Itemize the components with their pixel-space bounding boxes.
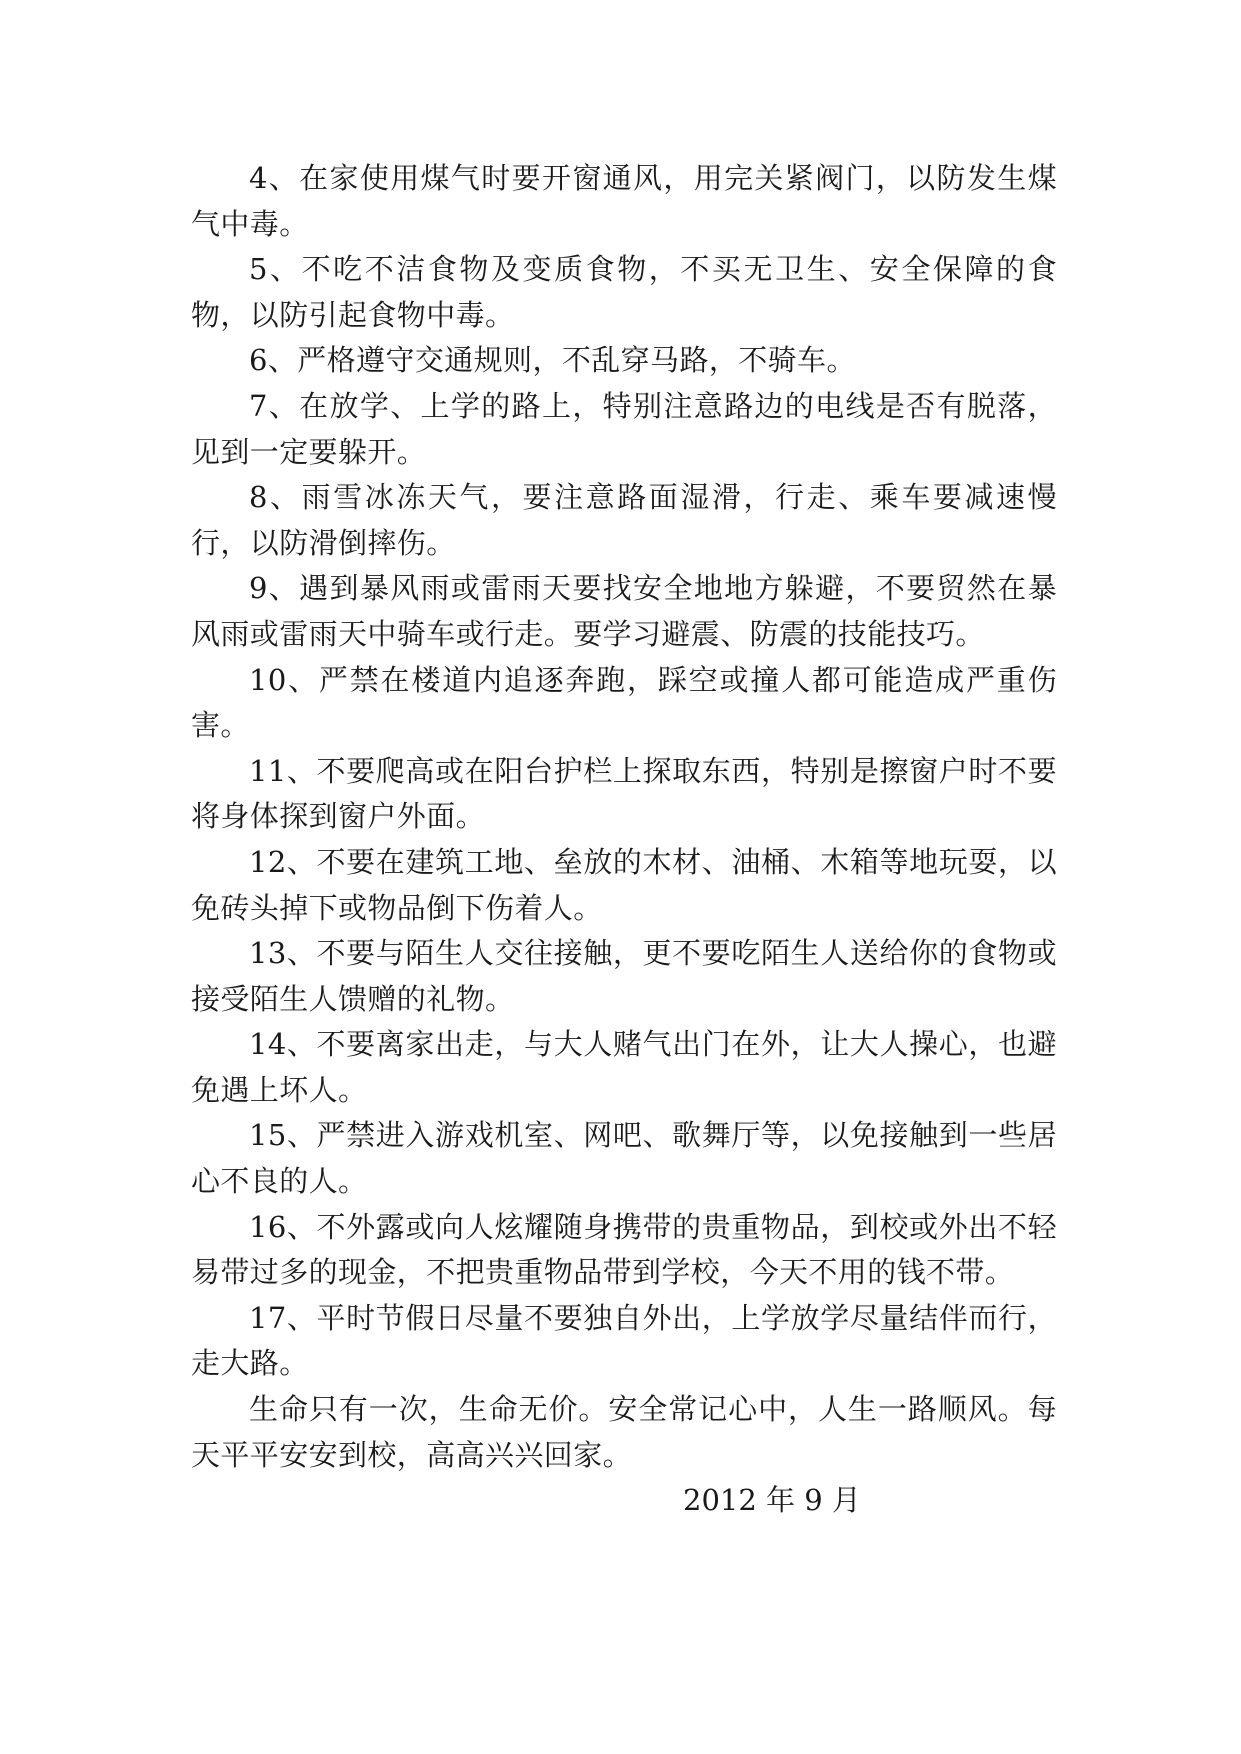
rule-paragraph-6: 6、严格遵守交通规则，不乱穿马路，不骑车。 — [249, 343, 856, 378]
rule-paragraph-9: 9、遇到暴风雨或雷雨天要找安全地地方躲避，不要贸然在暴风雨或雷雨天中骑车或行走。要学习避震、防震的技能技巧。 — [191, 571, 1057, 651]
rule-paragraph-16: 16、不外露或向人炫耀随身携带的贵重物品，到校或外出不轻易带过多的现金，不把贵重物品带到学校，今天不用的钱不带。 — [191, 1209, 1057, 1290]
closing-paragraph: 生命只有一次，生命无价。安全常记心中，人生一路顺风。每天平平安安到校，高高兴兴回家。 — [191, 1392, 1057, 1472]
rule-paragraph-13: 13、不要与陌生人交往接触，更不要吃陌生人送给你的食物或接受陌生人馈赠的礼物。 — [191, 936, 1057, 1016]
rule-paragraph-10: 10、严禁在楼道内追逐奔跑，踩空或撞人都可能造成严重伤害。 — [191, 662, 1057, 743]
rule-paragraph-4: 4、在家使用煤气时要开窗通风，用完关紧阀门，以防发生煤气中毒。 — [191, 161, 1057, 241]
rule-paragraph-8: 8、雨雪冰冻天气，要注意路面湿滑，行走、乘车要减速慢行，以防滑倒摔伤。 — [191, 480, 1057, 560]
document-body — [191, 156, 1057, 1478]
rule-paragraph-15: 15、严禁进入游戏机室、网吧、歌舞厅等，以免接触到一些居心不良的人。 — [191, 1118, 1057, 1199]
rule-paragraph-11: 11、不要爬高或在阳台护栏上探取东西，特别是擦窗户时不要将身体探到窗户外面。 — [191, 753, 1057, 834]
rule-paragraph-7: 7、在放学、上学的路上，特别注意路边的电线是否有脱落，见到一定要躲开。 — [191, 388, 1057, 469]
rule-paragraph-14: 14、不要离家出走，与大人赌气出门在外，让大人操心，也避免遇上坏人。 — [191, 1027, 1057, 1107]
rule-paragraph-12: 12、不要在建筑工地、垒放的木材、油桶、木箱等地玩耍，以免砖头掉下或物品倒下伤着人。 — [191, 844, 1057, 925]
document-date: 2012 年 9 月 — [683, 1483, 861, 1517]
rule-paragraph-5: 5、不吃不洁食物及变质食物，不买无卫生、安全保障的食物，以防引起食物中毒。 — [191, 252, 1057, 332]
rule-paragraph-17: 17、平时节假日尽量不要独自外出，上学放学尽量结伴而行，走大路。 — [191, 1300, 1057, 1381]
